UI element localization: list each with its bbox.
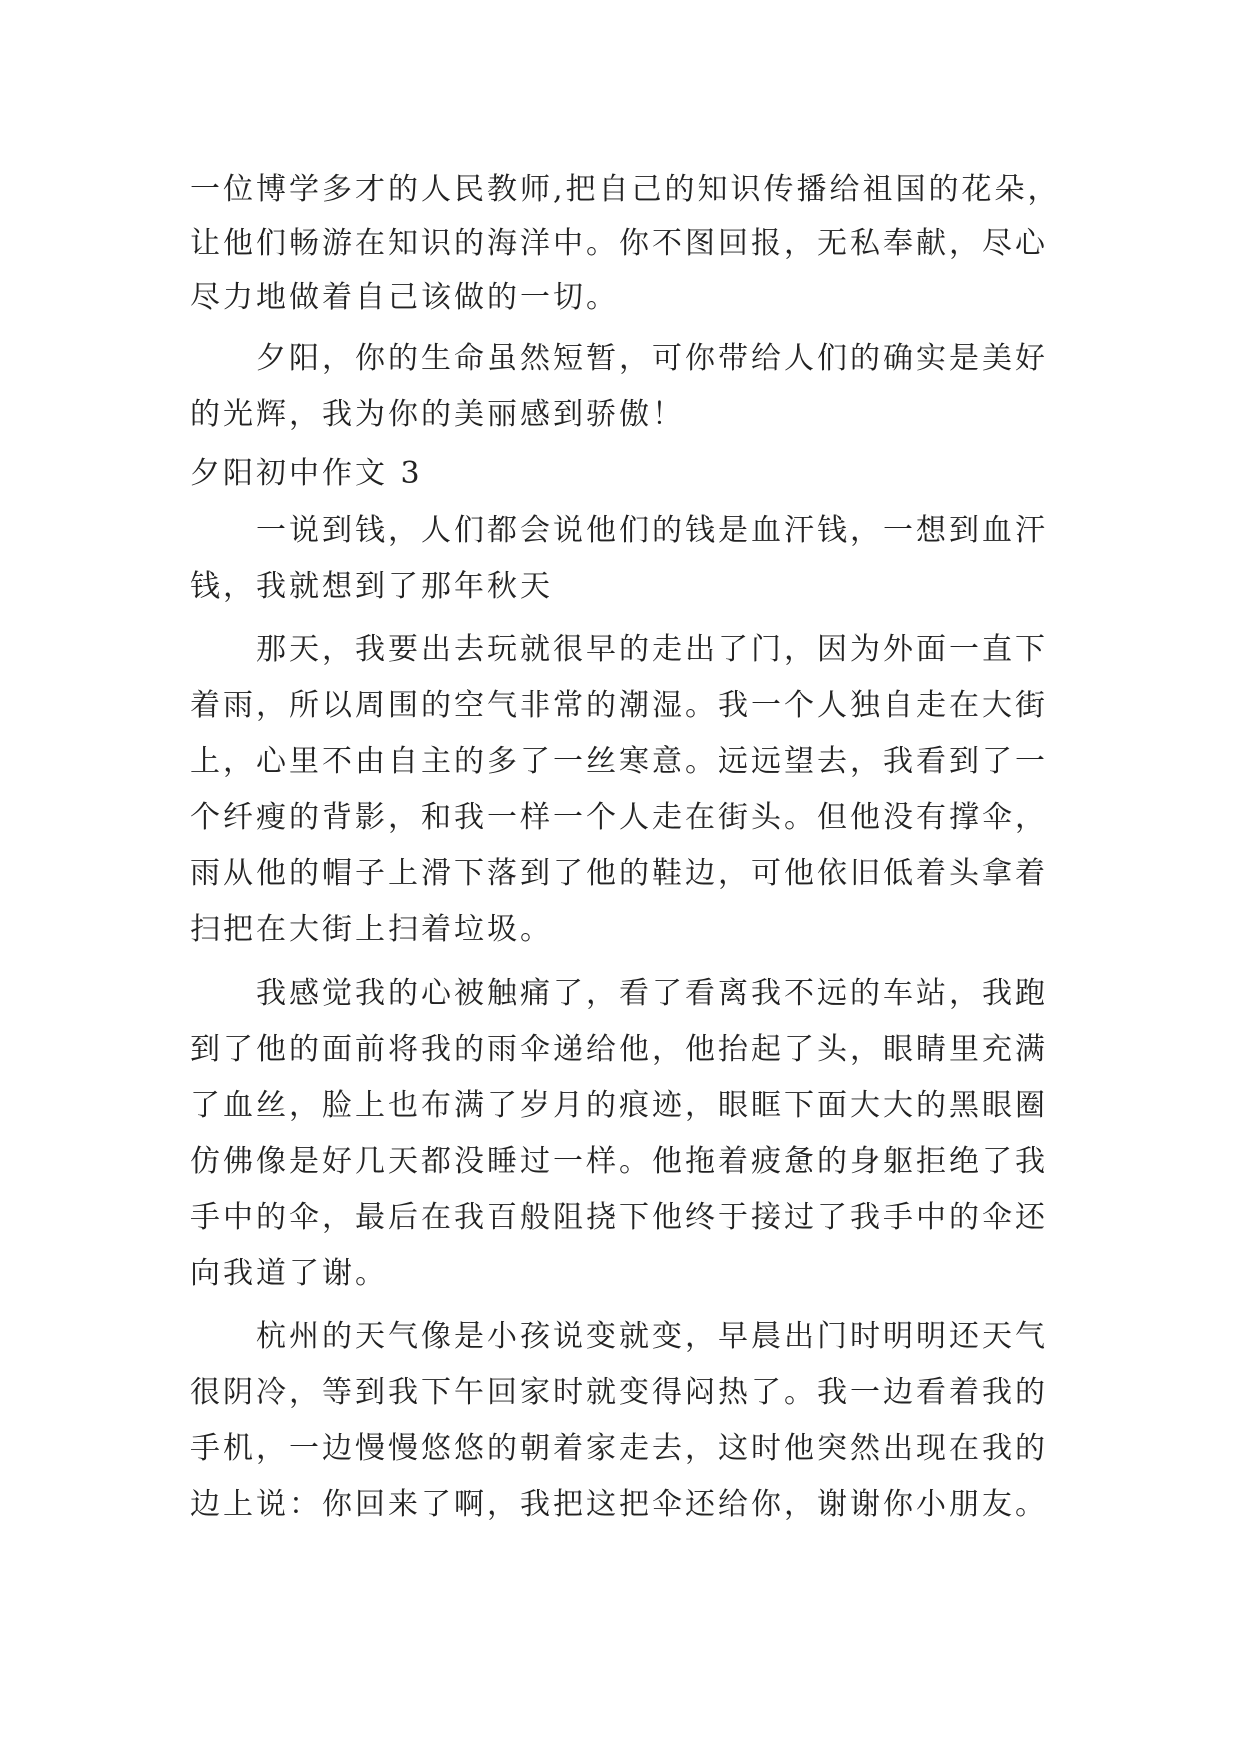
text-line: 一位博学多才的人民教师,把自己的知识传播给祖国的花朵，	[190, 172, 1061, 207]
paragraph-first-line: 杭州的天气像是小孩说变就变，早晨出门时明明还天气	[256, 1319, 1048, 1354]
text-line: 了血丝，脸上也布满了岁月的痕迹，眼眶下面大大的黑眼圈	[190, 1088, 1048, 1123]
text-line: 让他们畅游在知识的海洋中。你不图回报，无私奉献，尽心	[190, 226, 1048, 261]
text-line: 上，心里不由自主的多了一丝寒意。远远望去，我看到了一	[190, 744, 1048, 779]
paragraph-first-line: 夕阳，你的生命虽然短暂，可你带给人们的确实是美好	[256, 341, 1048, 376]
text-line: 的光辉，我为你的美丽感到骄傲！	[190, 397, 685, 432]
text-line: 扫把在大街上扫着垃圾。	[190, 912, 553, 947]
text-line: 仿佛像是好几天都没睡过一样。他拖着疲惫的身躯拒绝了我	[190, 1144, 1048, 1179]
text-line: 很阴冷，等到我下午回家时就变得闷热了。我一边看着我的	[190, 1375, 1048, 1410]
text-line: 钱，我就想到了那年秋天	[190, 569, 553, 604]
paragraph-first-line: 那天，我要出去玩就很早的走出了门，因为外面一直下	[256, 632, 1048, 667]
text-line: 向我道了谢。	[190, 1256, 388, 1291]
text-line: 尽力地做着自己该做的一切。	[190, 280, 619, 315]
paragraph-first-line: 一说到钱，人们都会说他们的钱是血汗钱，一想到血汗	[256, 513, 1048, 548]
text-line: 手中的伞，最后在我百般阻挠下他终于接过了我手中的伞还	[190, 1200, 1048, 1235]
section-heading: 夕阳初中作文 3	[190, 456, 423, 491]
text-line: 着雨，所以周围的空气非常的潮湿。我一个人独自走在大街	[190, 688, 1048, 723]
text-line: 个纤瘦的背影，和我一样一个人走在街头。但他没有撑伞，	[190, 800, 1048, 835]
text-line: 到了他的面前将我的雨伞递给他，他抬起了头，眼睛里充满	[190, 1032, 1048, 1067]
text-line: 手机，一边慢慢悠悠的朝着家走去，这时他突然出现在我的	[190, 1431, 1048, 1466]
paragraph-first-line: 我感觉我的心被触痛了，看了看离我不远的车站，我跑	[256, 976, 1048, 1011]
text-line: 边上说：你回来了啊，我把这把伞还给你，谢谢你小朋友。	[190, 1487, 1048, 1522]
text-line: 雨从他的帽子上滑下落到了他的鞋边，可他依旧低着头拿着	[190, 856, 1048, 891]
